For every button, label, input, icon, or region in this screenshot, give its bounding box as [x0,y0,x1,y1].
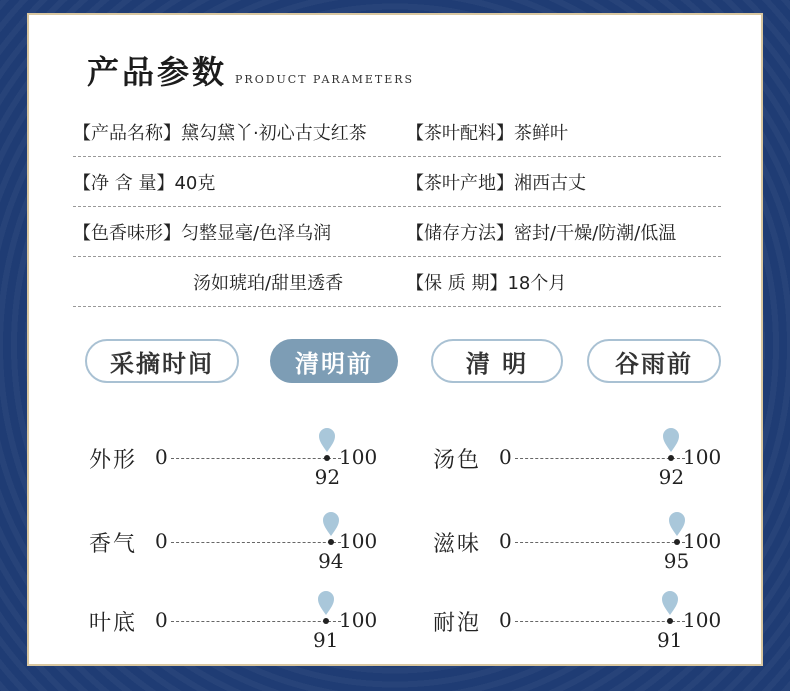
heading-title: 产品参数 [87,53,228,91]
scale-max: 100 [683,608,722,632]
param-label: 【净 含 量】40克 [73,173,216,194]
rating-row [433,511,743,571]
harvest-time-label: 采摘时间 [85,339,239,383]
rating-name: 香气 [89,532,138,557]
rating-score: 92 [314,465,341,489]
tag-qingming[interactable]: 清 明 [431,339,563,383]
droplet-marker-icon [661,590,679,616]
rating-row [89,590,399,650]
rating-track [515,458,685,459]
heading-subtitle: PRODUCT PARAMETERS [235,73,415,86]
param-label: 【茶叶配料】茶鲜叶 [406,123,568,144]
rating-name: 滋味 [433,532,482,557]
scale-min: 0 [155,529,168,553]
scale-min: 0 [155,445,168,469]
rating-score: 92 [658,465,685,489]
rating-track [171,542,341,543]
rating-name: 外形 [89,448,138,473]
scale-max: 100 [683,529,722,553]
scale-min: 0 [499,608,512,632]
droplet-marker-icon [662,427,680,453]
rating-track [171,458,341,459]
droplet-marker-icon [317,590,335,616]
rating-name: 叶底 [89,611,138,636]
scale-max: 100 [339,529,378,553]
param-label: 【色香味形】匀整显毫/色泽乌润 [73,223,332,244]
scale-max: 100 [339,445,378,469]
rating-score: 91 [312,628,339,652]
scale-max: 100 [339,608,378,632]
scale-min: 0 [499,529,512,553]
scale-min: 0 [499,445,512,469]
rating-row [89,511,399,571]
param-label: 【储存方法】密封/干燥/防潮/低温 [406,223,677,244]
rating-dot [324,455,330,461]
rating-dot [674,539,680,545]
tag-before-guyu[interactable]: 谷雨前 [587,339,721,383]
droplet-marker-icon [318,427,336,453]
param-value: 汤如琥珀/甜里透香 [193,273,344,294]
rating-dot [328,539,334,545]
rating-score: 95 [663,549,690,573]
droplet-marker-icon [668,511,686,537]
rating-track [515,542,685,543]
rating-row [89,427,399,487]
scale-max: 100 [683,445,722,469]
content-panel [27,13,763,666]
rating-grid [29,15,765,668]
rating-dot [668,455,674,461]
rating-name: 汤色 [433,448,482,473]
rating-row [433,590,743,650]
rating-score: 94 [318,549,344,573]
rating-name: 耐泡 [433,611,482,636]
rating-track [171,621,341,622]
scale-min: 0 [155,608,168,632]
param-label: 【保 质 期】18个月 [406,273,567,294]
rating-score: 91 [656,628,683,652]
tag-before-qingming[interactable]: 清明前 [270,339,398,383]
param-label: 【茶叶产地】湘西古丈 [406,173,586,194]
rating-dot [667,618,673,624]
rating-row [433,427,743,487]
rating-dot [323,618,329,624]
rating-track [515,621,685,622]
droplet-marker-icon [322,511,340,537]
param-label: 【产品名称】黛勾黛丫·初心古丈红茶 [73,123,367,144]
